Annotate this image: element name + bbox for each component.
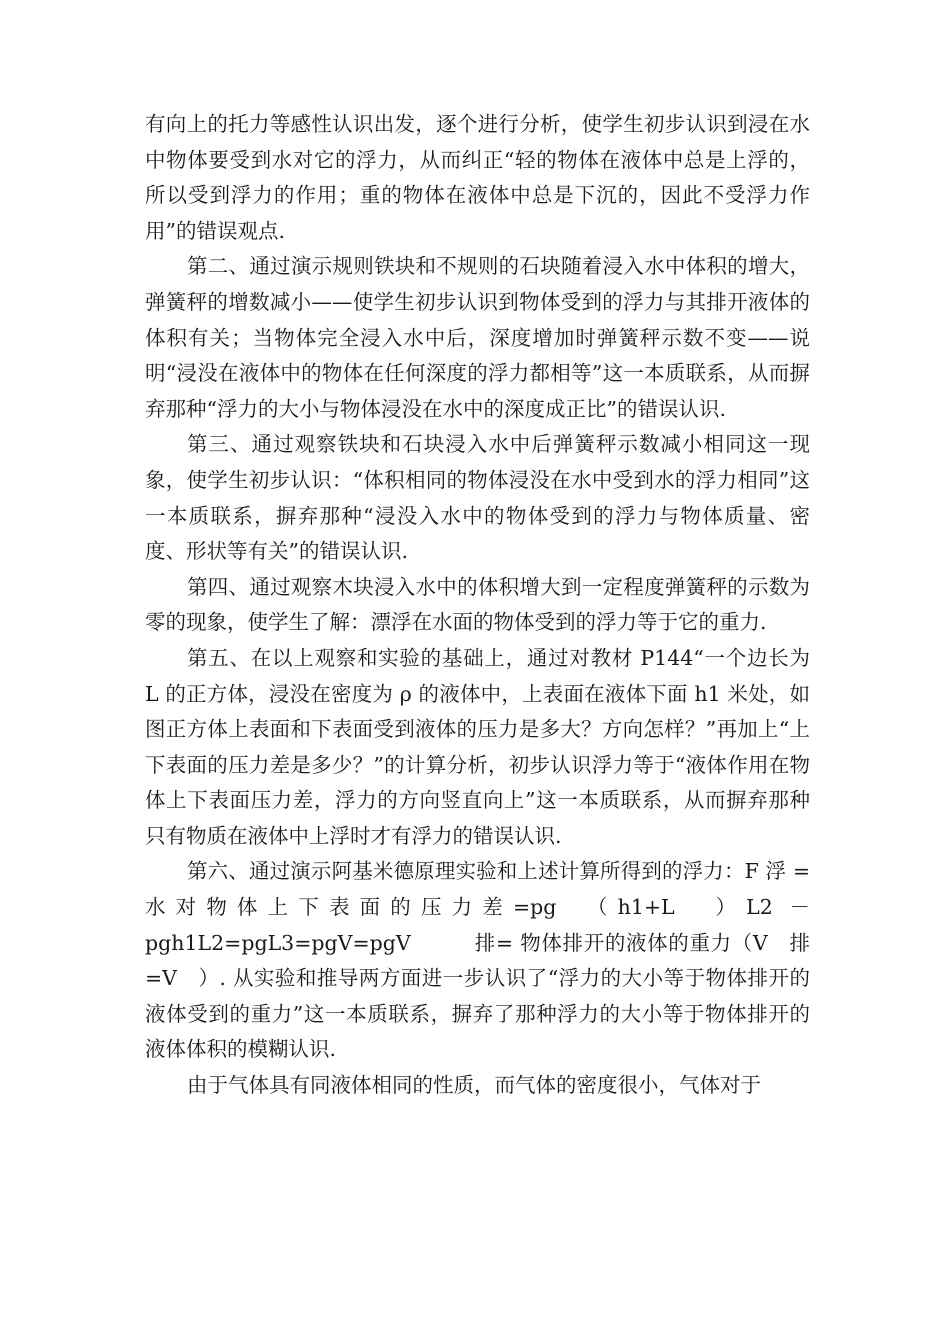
paragraph-third: 第三、通过观察铁块和石块浸入水中后弹簧秤示数减小相同这一现象，使学生初步认识：“体积相同的物体浸没在水中受到水的浮力相同”这一本质联系，摒弃那种“浸没入水中的物体受到的浮力与物体质量、密度、形状等有关”的错误认识. xyxy=(145,432,810,564)
paragraph-intro: 有向上的托力等感性认识出发，逐个进行分析，使学生初步认识到浸在水中物体要受到水对它的浮力，从而纠正“轻的物体在液体中总是上浮的，所以受到浮力的作用；重的物体在液体中总是下沉的，因此不受浮力作用”的错误观点. xyxy=(145,112,810,243)
document-page xyxy=(145,107,810,1104)
paragraph-sixth: 第六、通过演示阿基米德原理实验和上述计算所得到的浮力：F 浮 = 水对物体上下表面的压力差=pg （h1+L ）L2 －pgh1L2=pgL3=pgV=pgV 排= 物体排开的液体的重力（V 排=V ）. 从实验和推导两方面进一步认识了“浮力的大小等于物体排开的液体受到的重力”这一本质联系，摒弃了那种浮力的大小等于物体排开的液体体积的模糊认识. xyxy=(145,859,810,1062)
paragraph-fourth: 第四、通过观察木块浸入水中的体积增大到一定程度弹簧秤的示数为零的现象，使学生了解：漂浮在水面的物体受到的浮力等于它的重力. xyxy=(145,574,810,635)
paragraph-gas: 由于气体具有同液体相同的性质，而气体的密度很小，气体对于 xyxy=(187,1073,761,1098)
paragraph-fifth: 第五、在以上观察和实验的基础上，通过对教材 P144“一个边长为 L 的正方体，浸没在密度为 ρ 的液体中，上表面在液体下面 h1 米处，如图正方体上表面和下表面受到液体的压力是多大？方向怎样？”再加上“上下表面的压力差是多少？”的计算分析，初步认识浮力等于“液体作用在物体上下表面压力差，浮力的方向竖直向上”这一本质联系，从而摒弃那种只有物质在液体中上浮时才有浮力的错误认识. xyxy=(145,645,810,848)
paragraph-second: 第二、通过演示规则铁块和不规则的石块随着浸入水中体积的增大，弹簧秤的增数减小——使学生初步认识到物体受到的浮力与其排开液体的体积有关；当物体完全浸入水中后，深度增加时弹簧秤示数不变——说明“浸没在液体中的物体在任何深度的浮力都相等”这一本质联系，从而摒弃那种“浮力的大小与物体浸没在水中的深度成正比”的错误认识. xyxy=(145,254,810,421)
